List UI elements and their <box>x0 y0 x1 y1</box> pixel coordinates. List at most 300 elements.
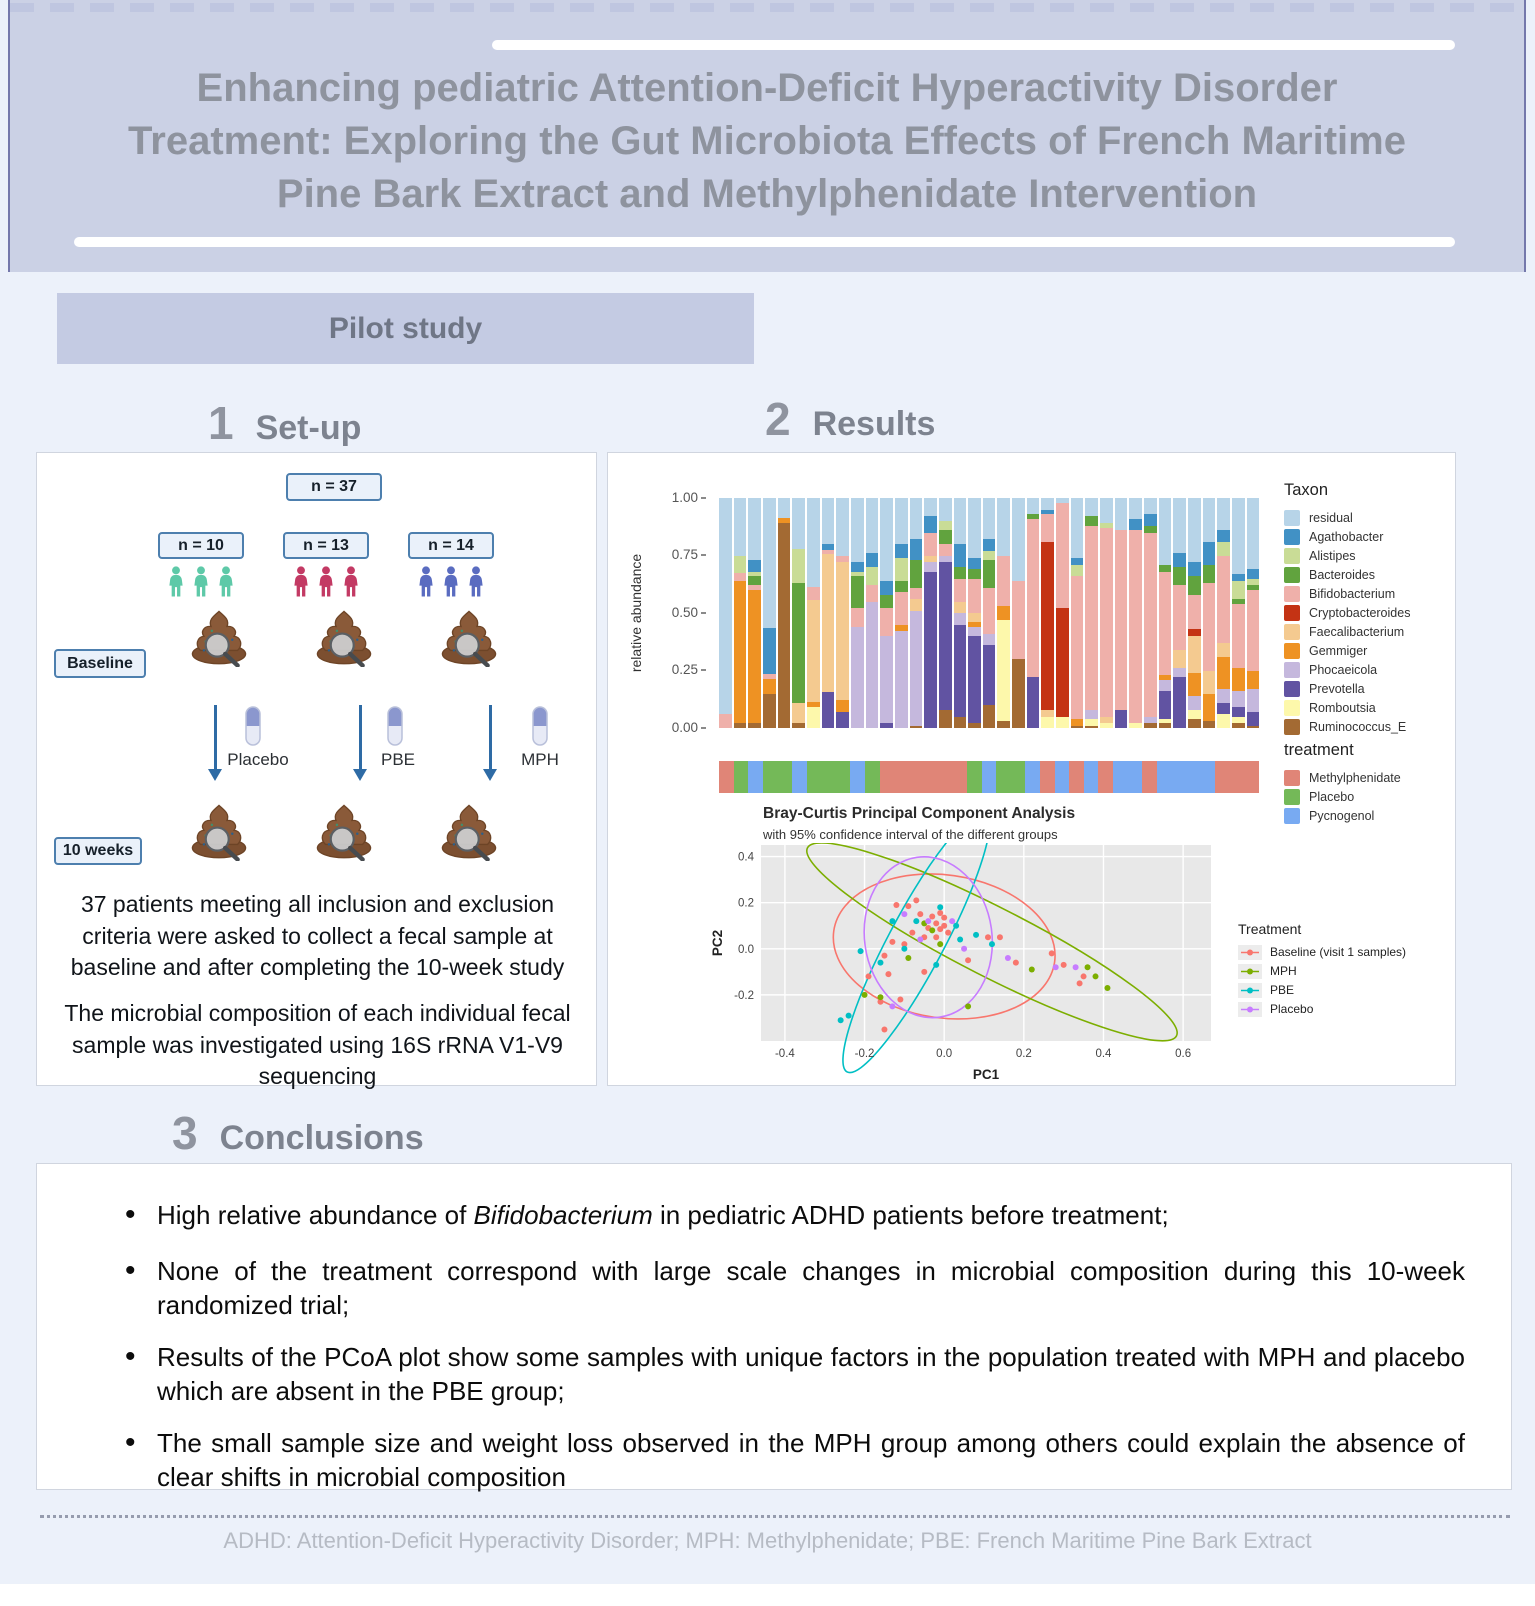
strip-cell-Methylphenidate <box>923 761 938 793</box>
bar-segment-Bacteroides <box>1085 516 1098 525</box>
y-tick-0.00: 0.00 <box>656 720 706 735</box>
group1-n-box: n = 10 <box>158 532 244 559</box>
scatter-point-Baseline (visit 1 samples) <box>881 1026 887 1032</box>
bar-segment-Prevotella <box>1027 677 1040 728</box>
bar-segment-Bifidobacterium <box>866 585 879 601</box>
scatter-point-MPH <box>1104 985 1110 991</box>
strip-cell-Methylphenidate <box>1230 761 1245 793</box>
bar-segment-Faecalibacterium <box>910 599 923 611</box>
bar-segment-Prevotella <box>939 562 952 709</box>
scatter-point-Baseline (visit 1 samples) <box>921 969 927 975</box>
bar-segment-Bifidobacterium <box>1232 604 1245 668</box>
bar-segment-Bifidobacterium <box>1027 519 1040 678</box>
bar-segment-Prevotella <box>924 572 937 728</box>
bar-sample-10 <box>851 498 864 728</box>
pcoa-x-axis-label: PC1 <box>972 1067 1000 1082</box>
bar-sample-6 <box>792 498 805 728</box>
strip-cell-Placebo <box>1011 761 1026 793</box>
strip-cell-Placebo <box>865 761 880 793</box>
bar-segment-Phocaeicola <box>1247 689 1260 712</box>
bar-segment-residual <box>983 498 996 539</box>
bar-sample-29 <box>1129 498 1142 728</box>
bar-segment-residual <box>778 498 791 518</box>
bar-segment-Bifidobacterium <box>1129 530 1142 723</box>
bar-segment-Romboutsia <box>1217 714 1230 728</box>
bar-segment-Gemmiger <box>1203 694 1216 722</box>
strip-cell-Methylphenidate <box>953 761 968 793</box>
bar-sample-1 <box>719 498 732 728</box>
bar-segment-Bacteroides <box>968 569 981 578</box>
bar-sample-19 <box>983 498 996 728</box>
treatment-legend-label: Pycnogenol <box>1309 809 1375 823</box>
bar-segment-Alistipes <box>1071 565 1084 577</box>
bar-segment-Bacteroides <box>748 576 761 585</box>
strip-cell-Methylphenidate <box>1069 761 1084 793</box>
bar-segment-Bacteroides <box>1144 526 1157 533</box>
scatter-point-Baseline (visit 1 samples) <box>929 913 935 919</box>
scatter-point-Placebo <box>925 918 931 924</box>
scatter-point-PBE <box>901 946 907 952</box>
bar-segment-Phocaeicola <box>954 613 967 625</box>
page-title-line3: Pine Bark Extract and Methylphenidate Intervention <box>276 172 1258 217</box>
bar-segment-Phocaeicola <box>983 634 996 646</box>
bar-segment-Ruminococcus_E <box>792 723 805 728</box>
treatment-label-placebo: Placebo <box>227 750 289 769</box>
bar-segment-Alistipes <box>983 551 996 560</box>
bar-segment-Gemmiger <box>1188 673 1201 696</box>
pcoa-plot-background <box>761 845 1211 1041</box>
bar-segment-Bifidobacterium <box>880 608 893 636</box>
bar-segment-Bacteroides <box>1188 576 1201 594</box>
bar-segment-residual <box>924 498 937 516</box>
pcoa-svg <box>708 843 1228 1085</box>
bar-segment-Alistipes <box>895 558 908 581</box>
taxon-legend-items <box>1284 509 1410 736</box>
bar-segment-residual <box>1217 498 1230 530</box>
bar-segment-residual <box>895 498 908 544</box>
pcoa-legend-key <box>1238 983 1262 998</box>
bar-segment-residual <box>748 498 761 560</box>
bar-segment-Gemmiger <box>1217 657 1230 689</box>
bar-segment-residual <box>1188 498 1201 562</box>
taxon-legend-item <box>1284 604 1410 622</box>
conclusion-bullet-1 <box>123 1198 1465 1233</box>
pcoa-legend-key <box>1238 1002 1262 1017</box>
pcoa-y-tick: 0.0 <box>738 943 754 956</box>
bar-segment-Bifidobacterium <box>1056 503 1069 609</box>
bar-segment-Phocaeicola <box>939 556 952 563</box>
strip-cell-Placebo <box>996 761 1011 793</box>
bar-segment-residual <box>1115 498 1128 530</box>
scatter-point-Baseline (visit 1 samples) <box>881 953 887 959</box>
bar-segment-residual <box>1085 498 1098 516</box>
strip-cell-Placebo <box>967 761 982 793</box>
taxon-legend <box>1284 481 1410 737</box>
person-icon <box>165 566 187 597</box>
bar-segment-Phocaeicola <box>851 627 864 728</box>
bar-segment-residual <box>836 498 849 556</box>
bar-segment-Prevotella <box>968 636 981 723</box>
bar-segment-Agathobacter <box>983 539 996 551</box>
bar-segment-Romboutsia <box>1188 710 1201 719</box>
person-icon <box>440 566 462 597</box>
bar-segment-Bifidobacterium <box>807 587 820 601</box>
bar-segment-Prevotella <box>1159 691 1172 719</box>
strip-cell-Methylphenidate <box>894 761 909 793</box>
capsule-icon <box>531 705 549 747</box>
person-icon <box>465 566 487 597</box>
bar-segment-Ruminococcus_E <box>939 710 952 728</box>
bar-segment-Bifidobacterium <box>1203 583 1216 670</box>
bullet1-italic: Bifidobacterium <box>473 1200 653 1230</box>
strip-cell-Pycnogenol <box>1084 761 1099 793</box>
bar-segment-Bifidobacterium <box>1159 572 1172 676</box>
scatter-point-Baseline (visit 1 samples) <box>1013 960 1019 966</box>
bar-sample-30 <box>1144 498 1157 728</box>
bar-segment-Alistipes <box>866 567 879 585</box>
bar-segment-Prevotella <box>880 723 893 728</box>
bar-segment-Bacteroides <box>1173 567 1186 585</box>
strip-cell-Pycnogenol <box>1186 761 1201 793</box>
bar-segment-residual <box>1247 498 1260 569</box>
scatter-point-Baseline (visit 1 samples) <box>913 897 919 903</box>
treatment-legend-item <box>1284 769 1401 787</box>
scatter-point-Baseline (visit 1 samples) <box>889 939 895 945</box>
bar-segment-Bacteroides <box>939 530 952 544</box>
bar-segment-Prevotella <box>1247 712 1260 726</box>
taxon-legend-label: Romboutsia <box>1309 701 1376 715</box>
bar-segment-Gemmiger <box>895 625 908 632</box>
bar-segment-Romboutsia <box>807 707 820 728</box>
taxon-legend-label: Phocaeicola <box>1309 663 1378 677</box>
strip-cell-Methylphenidate <box>719 761 734 793</box>
bar-sample-25 <box>1071 498 1084 728</box>
legend-swatch <box>1284 605 1300 621</box>
bar-segment-Gemmiger <box>836 700 849 712</box>
bar-segment-Faecalibacterium <box>1100 717 1113 724</box>
bar-segment-Faecalibacterium <box>836 562 849 700</box>
bar-segment-Agathobacter <box>1217 530 1230 542</box>
conclusions-section-head <box>172 1106 424 1160</box>
person-icon <box>340 566 362 597</box>
bottom-strip <box>0 1584 1535 1606</box>
bar-segment-Alistipes <box>1232 581 1245 599</box>
bar-segment-Ruminococcus_E <box>1012 659 1025 728</box>
legend-swatch <box>1284 770 1300 786</box>
bar-sample-13 <box>895 498 908 728</box>
scatter-point-PBE <box>838 1017 844 1023</box>
pill-icon <box>531 705 549 747</box>
bar-segment-Ruminococcus_E <box>968 723 981 728</box>
header-rule-top <box>492 40 1455 50</box>
taxon-legend-label: Agathobacter <box>1309 530 1384 544</box>
pcoa-title: Bray-Curtis Principal Component Analysis <box>763 805 1076 822</box>
person-icon <box>415 566 437 597</box>
bar-segment-Bifidobacterium <box>1085 526 1098 710</box>
bar-segment-residual <box>719 498 732 714</box>
legend-swatch <box>1284 529 1300 545</box>
results-section-head <box>765 392 935 446</box>
taxon-legend-label: Faecalibacterium <box>1309 625 1405 639</box>
strip-cell-Pycnogenol <box>1055 761 1070 793</box>
scatter-point-PBE <box>953 923 959 929</box>
bar-sample-33 <box>1188 498 1201 728</box>
bar-segment-Prevotella <box>1217 703 1230 715</box>
bar-segment-Bifidobacterium <box>895 592 908 624</box>
bar-sample-31 <box>1159 498 1172 728</box>
taxon-legend-label: Gemmiger <box>1309 644 1368 658</box>
bar-segment-Faecalibacterium <box>807 600 820 701</box>
strip-cell-Pycnogenol <box>982 761 997 793</box>
bar-segment-Bifidobacterium <box>1217 556 1230 643</box>
bar-sample-37 <box>1247 498 1260 728</box>
bar-sample-16 <box>939 498 952 728</box>
strip-cell-Methylphenidate <box>1040 761 1055 793</box>
scatter-point-Baseline (visit 1 samples) <box>937 910 943 916</box>
bar-segment-Bifidobacterium <box>983 588 996 634</box>
strip-cell-Placebo <box>821 761 836 793</box>
scatter-point-Baseline (visit 1 samples) <box>965 957 971 963</box>
group3-n-box: n = 14 <box>408 532 494 559</box>
pcoa-x-tick: 0.0 <box>936 1048 953 1060</box>
treatment-legend-item <box>1284 807 1401 825</box>
strip-cell-Placebo <box>777 761 792 793</box>
setup-paragraph-1: 37 patients meeting all inclusion and exclusion criteria were asked to collect a fecal sample at baseline and after completing the 10-week study <box>70 891 565 980</box>
pilot-study-label: Pilot study <box>328 311 483 345</box>
strip-cell-Pycnogenol <box>792 761 807 793</box>
pcoa-y-tick: 0.4 <box>738 851 754 864</box>
scatter-point-PBE <box>877 960 883 966</box>
bar-segment-Agathobacter <box>1247 569 1260 578</box>
bar-segment-Bifidobacterium <box>1041 514 1054 542</box>
bar-segment-residual <box>997 498 1010 556</box>
taxon-legend-label: Ruminococcus_E <box>1309 720 1407 734</box>
conclusion-bullet-2: • None of the treatment correspond with large scale changes in microbial composition during this 10-week randomized trial; <box>123 1254 1465 1323</box>
bar-segment-Agathobacter <box>851 562 864 571</box>
bar-sample-3 <box>748 498 761 728</box>
bar-segment-Faecalibacterium <box>792 703 805 724</box>
weeks-label-box: 10 weeks <box>54 837 142 865</box>
bar-sample-27 <box>1100 498 1113 728</box>
scatter-point-Baseline (visit 1 samples) <box>909 930 915 936</box>
bar-segment-residual <box>866 498 879 553</box>
legend-swatch <box>1284 548 1300 564</box>
bar-segment-Bifidobacterium <box>1173 585 1186 649</box>
bar-segment-Alistipes <box>1217 542 1230 556</box>
bar-sample-18 <box>968 498 981 728</box>
person-group-mph <box>415 566 487 597</box>
bar-segment-Faecalibacterium <box>968 613 981 622</box>
treatment-legend-label: Methylphenidate <box>1309 771 1401 785</box>
bar-segment-residual <box>763 498 776 628</box>
taxon-legend-item <box>1284 509 1410 527</box>
treatment-legend-title: treatment <box>1284 741 1354 759</box>
bar-segment-Gemmiger <box>1247 671 1260 689</box>
bar-sample-14 <box>910 498 923 728</box>
strip-cell-Placebo <box>807 761 822 793</box>
bar-segment-Phocaeicola <box>895 631 908 728</box>
bar-segment-Romboutsia <box>997 620 1010 721</box>
bar-segment-Ruminococcus_E <box>997 721 1010 728</box>
bar-segment-Phocaeicola <box>880 636 893 723</box>
footer-separator <box>40 1515 1510 1518</box>
bar-segment-Prevotella <box>1173 677 1186 728</box>
bullet1-pre: High relative abundance of <box>157 1200 474 1230</box>
legend-swatch <box>1284 700 1300 716</box>
setup-section-title: Set-up <box>255 409 362 447</box>
setup-paragraph-2: The microbial composition of each individual fecal sample was investigated using 16S rRNA V1-V9 sequencing <box>64 1000 571 1089</box>
bar-segment-Gemmiger <box>748 590 761 723</box>
pcoa-legend-title: Treatment <box>1238 921 1302 937</box>
header-dash-strip <box>10 3 1524 12</box>
bar-segment-Ruminococcus_E <box>910 726 923 728</box>
page-title <box>70 62 1464 222</box>
scatter-point-Baseline (visit 1 samples) <box>905 903 911 909</box>
scatter-point-Baseline (visit 1 samples) <box>997 934 1003 940</box>
total-n-box: n = 37 <box>286 473 382 501</box>
pcoa-x-tick: 0.6 <box>1175 1048 1192 1060</box>
scatter-point-MPH <box>862 992 868 998</box>
legend-swatch <box>1284 719 1300 735</box>
bar-segment-Faecalibacterium <box>1203 671 1216 694</box>
bar-segment-residual <box>734 498 747 556</box>
strip-cell-Methylphenidate <box>1215 761 1230 793</box>
legend-swatch <box>1284 643 1300 659</box>
bar-segment-Phocaeicola <box>1173 668 1186 677</box>
bar-segment-Bacteroides <box>954 567 967 579</box>
bar-segment-Romboutsia <box>1129 723 1142 728</box>
bar-segment-Romboutsia <box>1100 723 1113 728</box>
scatter-point-Baseline (visit 1 samples) <box>893 902 899 908</box>
taxon-legend-item <box>1284 547 1410 565</box>
bar-sample-34 <box>1203 498 1216 728</box>
bar-segment-Phocaeicola <box>1144 717 1157 724</box>
poop-icon <box>188 803 250 861</box>
bar-sample-23 <box>1041 498 1054 728</box>
treatment-legend <box>1284 741 1401 826</box>
bar-segment-Agathobacter <box>968 558 981 570</box>
baseline-label-box: Baseline <box>54 649 146 678</box>
bar-segment-Phocaeicola <box>866 602 879 729</box>
bar-segment-Phocaeicola <box>1217 689 1230 703</box>
scatter-point-MPH <box>965 1003 971 1009</box>
bar-segment-residual <box>1232 498 1245 574</box>
bar-segment-Bifidobacterium <box>734 573 747 581</box>
fecal-sample-icon <box>313 803 375 861</box>
bar-segment-residual <box>1071 498 1084 558</box>
bar-segment-Bifidobacterium <box>939 544 952 556</box>
taxon-legend-item <box>1284 528 1410 546</box>
scatter-point-PBE <box>858 948 864 954</box>
bar-segment-Agathobacter <box>1232 574 1245 581</box>
strip-cell-Pycnogenol <box>1113 761 1128 793</box>
bar-segment-Bifidobacterium <box>968 579 981 614</box>
bar-segment-Ruminococcus_E <box>1159 723 1172 728</box>
strip-cell-Methylphenidate <box>938 761 953 793</box>
fecal-sample-icon <box>438 609 500 667</box>
bar-segment-Agathobacter <box>748 560 761 572</box>
scatter-point-MPH <box>1029 967 1035 973</box>
strip-cell-Methylphenidate <box>909 761 924 793</box>
bar-segment-Phocaeicola <box>1085 710 1098 719</box>
y-tick-0.50: 0.50 <box>656 605 706 620</box>
bar-segment-Agathobacter <box>866 553 879 567</box>
poop-icon <box>438 609 500 667</box>
pcoa-legend-item <box>1238 982 1406 998</box>
fecal-sample-icon <box>188 803 250 861</box>
scatter-point-Baseline (visit 1 samples) <box>1081 973 1087 979</box>
bar-segment-residual <box>1100 498 1113 523</box>
scatter-point-Baseline (visit 1 samples) <box>933 934 939 940</box>
pcoa-x-tick: 0.2 <box>1015 1048 1032 1060</box>
scatter-point-Baseline (visit 1 samples) <box>1049 950 1055 956</box>
bar-segment-Bifidobacterium <box>1144 533 1157 717</box>
strip-cell-Pycnogenol <box>1128 761 1143 793</box>
bar-segment-Bacteroides <box>851 576 864 608</box>
scatter-point-Baseline (visit 1 samples) <box>897 996 903 1002</box>
poop-icon <box>438 803 500 861</box>
pcoa-x-tick: -0.2 <box>854 1048 875 1060</box>
y-tick-1.00: 1.00 <box>656 490 706 505</box>
legend-swatch <box>1284 789 1300 805</box>
scatter-point-Placebo <box>961 946 967 952</box>
bar-segment-Phocaeicola <box>910 611 923 726</box>
bar-sample-28 <box>1115 498 1128 728</box>
bar-segment-residual <box>1041 498 1054 510</box>
person-icon <box>315 566 337 597</box>
bar-segment-Romboutsia <box>1056 717 1069 729</box>
person-icon <box>190 566 212 597</box>
taxon-legend-item <box>1284 680 1410 698</box>
scatter-point-MPH <box>905 955 911 961</box>
bar-segment-residual <box>910 498 923 539</box>
bar-segment-Prevotella <box>1232 707 1245 716</box>
bar-segment-Gemmiger <box>734 581 747 724</box>
treatment-legend-items <box>1284 769 1401 825</box>
scatter-point-Placebo <box>889 1003 895 1009</box>
bar-segment-Ruminococcus_E <box>1085 726 1098 728</box>
legend-swatch <box>1284 510 1300 526</box>
group2-n-box: n = 13 <box>283 532 369 559</box>
bar-segment-Prevotella <box>836 712 849 728</box>
legend-swatch <box>1284 662 1300 678</box>
bar-segment-Agathobacter <box>1173 553 1186 567</box>
scatter-point-Baseline (visit 1 samples) <box>1061 962 1067 968</box>
pcoa-x-tick: 0.4 <box>1095 1048 1112 1060</box>
results-section-number: 2 <box>765 393 791 445</box>
bar-segment-Bacteroides <box>895 581 908 593</box>
bar-segment-Faecalibacterium <box>954 602 967 614</box>
bar-segment-Faecalibacterium <box>1217 643 1230 657</box>
bar-segment-Agathobacter <box>924 516 937 532</box>
header-rule-bottom <box>74 237 1455 247</box>
scatter-point-PBE <box>889 918 895 924</box>
bar-segment-Phocaeicola <box>968 627 981 636</box>
scatter-point-MPH <box>1093 973 1099 979</box>
bar-segment-Bifidobacterium <box>954 579 967 602</box>
taxon-legend-item <box>1284 623 1410 641</box>
bar-sample-9 <box>836 498 849 728</box>
bar-segment-residual <box>880 498 893 581</box>
scatter-point-Baseline (visit 1 samples) <box>885 971 891 977</box>
y-tick-0.25: 0.25 <box>656 662 706 677</box>
strip-cell-Methylphenidate <box>1244 761 1259 793</box>
taxon-legend-title: Taxon <box>1284 481 1329 499</box>
bar-segment-Alistipes <box>939 521 952 530</box>
person-icon <box>290 566 312 597</box>
bar-segment-Agathobacter <box>763 628 776 674</box>
bar-segment-Ruminococcus_E <box>1247 726 1260 728</box>
